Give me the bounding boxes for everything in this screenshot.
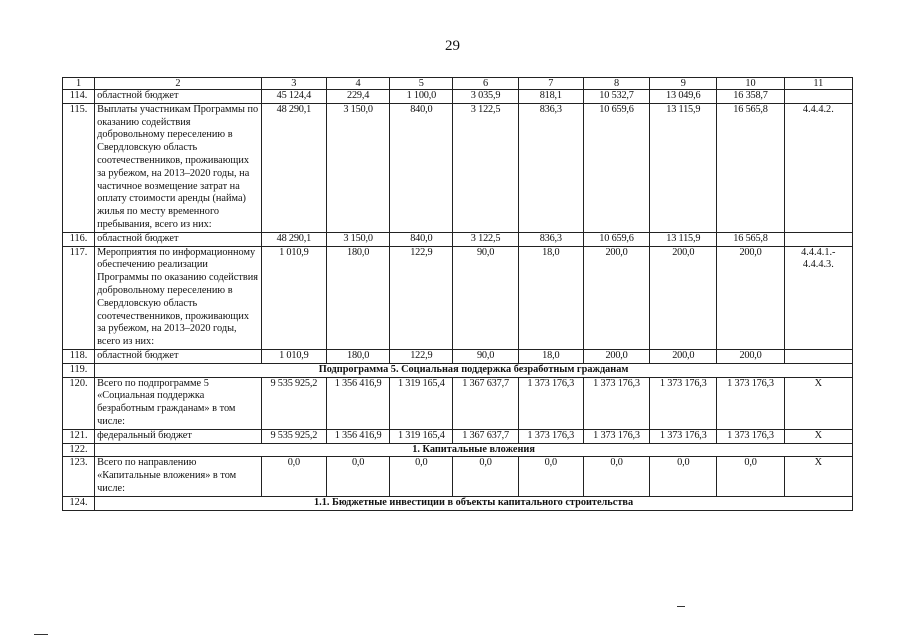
- table-row: [63, 246, 853, 349]
- row-description: областной бюджет: [95, 90, 262, 104]
- program-code: X: [784, 457, 852, 496]
- budget-table: [62, 77, 853, 511]
- amount-cell: 1 356 416,9: [326, 429, 389, 443]
- amount-cell: 48 290,1: [261, 103, 326, 232]
- amount-cell: 18,0: [518, 246, 583, 349]
- row-number: 121.: [63, 429, 95, 443]
- table-row: [63, 103, 853, 232]
- program-code: 4.4.4.1.- 4.4.4.3.: [784, 246, 852, 349]
- scan-mark: [677, 606, 685, 607]
- amount-cell: 0,0: [717, 457, 784, 496]
- amount-cell: 3 122,5: [453, 103, 518, 232]
- amount-cell: 16 565,8: [717, 103, 784, 232]
- amount-cell: 200,0: [717, 246, 784, 349]
- amount-cell: 48 290,1: [261, 232, 326, 246]
- amount-cell: 0,0: [390, 457, 453, 496]
- table-header-row: [63, 78, 853, 90]
- row-description: федеральный бюджет: [95, 429, 262, 443]
- amount-cell: 13 115,9: [650, 232, 717, 246]
- row-number: 117.: [63, 246, 95, 349]
- amount-cell: 1 373 176,3: [717, 377, 784, 429]
- amount-cell: 0,0: [518, 457, 583, 496]
- column-number: 9: [650, 78, 717, 90]
- table-row: [63, 377, 853, 429]
- amount-cell: 18,0: [518, 349, 583, 363]
- column-number: 2: [95, 78, 262, 90]
- amount-cell: 840,0: [390, 232, 453, 246]
- amount-cell: 180,0: [326, 349, 389, 363]
- amount-cell: 45 124,4: [261, 90, 326, 104]
- row-description: Выплаты участникам Программы по оказанию содействия добровольному переселению в Свердловскую область соотечественников, проживающих за рубежом, на 2013–2020 годы, на частичное возмещение затрат на оплату стоимости аренды (найма) жилья по месту временного пребывания, всего из них:: [95, 103, 262, 232]
- section-title: Подпрограмма 5. Социальная поддержка безработным гражданам: [95, 363, 853, 377]
- section-title: 1.1. Бюджетные инвестиции в объекты капитального строительства: [95, 496, 853, 510]
- program-code: [784, 349, 852, 363]
- column-number: 7: [518, 78, 583, 90]
- amount-cell: 818,1: [518, 90, 583, 104]
- table-row: [63, 457, 853, 496]
- page-number: 29: [445, 38, 460, 54]
- column-number: 5: [390, 78, 453, 90]
- table-row: [63, 363, 853, 377]
- amount-cell: 1 319 165,4: [390, 377, 453, 429]
- amount-cell: 200,0: [650, 349, 717, 363]
- table-row: [63, 496, 853, 510]
- amount-cell: 1 373 176,3: [583, 429, 649, 443]
- amount-cell: 122,9: [390, 349, 453, 363]
- column-number: 10: [717, 78, 784, 90]
- amount-cell: 1 010,9: [261, 349, 326, 363]
- amount-cell: 229,4: [326, 90, 389, 104]
- amount-cell: 16 358,7: [717, 90, 784, 104]
- row-number: 124.: [63, 496, 95, 510]
- amount-cell: 0,0: [261, 457, 326, 496]
- amount-cell: 0,0: [453, 457, 518, 496]
- amount-cell: 122,9: [390, 246, 453, 349]
- amount-cell: 1 367 637,7: [453, 377, 518, 429]
- amount-cell: 200,0: [650, 246, 717, 349]
- amount-cell: 1 373 176,3: [518, 429, 583, 443]
- row-number: 116.: [63, 232, 95, 246]
- amount-cell: 836,3: [518, 103, 583, 232]
- amount-cell: 200,0: [717, 349, 784, 363]
- row-description: областной бюджет: [95, 232, 262, 246]
- amount-cell: 16 565,8: [717, 232, 784, 246]
- amount-cell: 13 049,6: [650, 90, 717, 104]
- column-number: 4: [326, 78, 389, 90]
- amount-cell: 1 100,0: [390, 90, 453, 104]
- row-number: 123.: [63, 457, 95, 496]
- amount-cell: 3 150,0: [326, 103, 389, 232]
- amount-cell: 200,0: [583, 349, 649, 363]
- amount-cell: 836,3: [518, 232, 583, 246]
- amount-cell: 180,0: [326, 246, 389, 349]
- column-number: 8: [583, 78, 649, 90]
- row-description: Всего по направлению «Капитальные вложения» в том числе:: [95, 457, 262, 496]
- row-number: 114.: [63, 90, 95, 104]
- amount-cell: 3 035,9: [453, 90, 518, 104]
- row-number: 119.: [63, 363, 95, 377]
- amount-cell: 9 535 925,2: [261, 377, 326, 429]
- column-number: 1: [63, 78, 95, 90]
- amount-cell: 13 115,9: [650, 103, 717, 232]
- amount-cell: 0,0: [326, 457, 389, 496]
- column-number: 3: [261, 78, 326, 90]
- program-code: 4.4.4.2.: [784, 103, 852, 232]
- row-description: областной бюджет: [95, 349, 262, 363]
- program-code: [784, 90, 852, 104]
- amount-cell: 840,0: [390, 103, 453, 232]
- amount-cell: 90,0: [453, 246, 518, 349]
- amount-cell: 10 659,6: [583, 232, 649, 246]
- amount-cell: 1 010,9: [261, 246, 326, 349]
- amount-cell: 1 373 176,3: [650, 429, 717, 443]
- row-description: Мероприятия по информационному обеспечению реализации Программы по оказанию содействия добровольному переселению в Свердловскую область соотечественников, проживающих за рубежом, на 2013–2020 годы, всего из них:: [95, 246, 262, 349]
- amount-cell: 3 150,0: [326, 232, 389, 246]
- amount-cell: 1 373 176,3: [717, 429, 784, 443]
- program-code: [784, 232, 852, 246]
- amount-cell: 0,0: [583, 457, 649, 496]
- amount-cell: 9 535 925,2: [261, 429, 326, 443]
- amount-cell: 10 532,7: [583, 90, 649, 104]
- table-row: [63, 232, 853, 246]
- amount-cell: 1 373 176,3: [518, 377, 583, 429]
- table-row: [63, 443, 853, 457]
- amount-cell: 1 373 176,3: [650, 377, 717, 429]
- row-description: Всего по подпрограмме 5 «Социальная поддержка безработным гражданам» в том числе:: [95, 377, 262, 429]
- column-number: 11: [784, 78, 852, 90]
- scan-mark: [34, 634, 48, 635]
- amount-cell: 3 122,5: [453, 232, 518, 246]
- amount-cell: 1 356 416,9: [326, 377, 389, 429]
- table-row: [63, 429, 853, 443]
- row-number: 115.: [63, 103, 95, 232]
- program-code: X: [784, 377, 852, 429]
- amount-cell: 1 319 165,4: [390, 429, 453, 443]
- amount-cell: 0,0: [650, 457, 717, 496]
- amount-cell: 1 373 176,3: [583, 377, 649, 429]
- amount-cell: 200,0: [583, 246, 649, 349]
- row-number: 118.: [63, 349, 95, 363]
- program-code: X: [784, 429, 852, 443]
- section-title: 1. Капитальные вложения: [95, 443, 853, 457]
- amount-cell: 90,0: [453, 349, 518, 363]
- amount-cell: 10 659,6: [583, 103, 649, 232]
- column-number: 6: [453, 78, 518, 90]
- table-row: [63, 349, 853, 363]
- table-row: [63, 90, 853, 104]
- row-number: 122.: [63, 443, 95, 457]
- row-number: 120.: [63, 377, 95, 429]
- amount-cell: 1 367 637,7: [453, 429, 518, 443]
